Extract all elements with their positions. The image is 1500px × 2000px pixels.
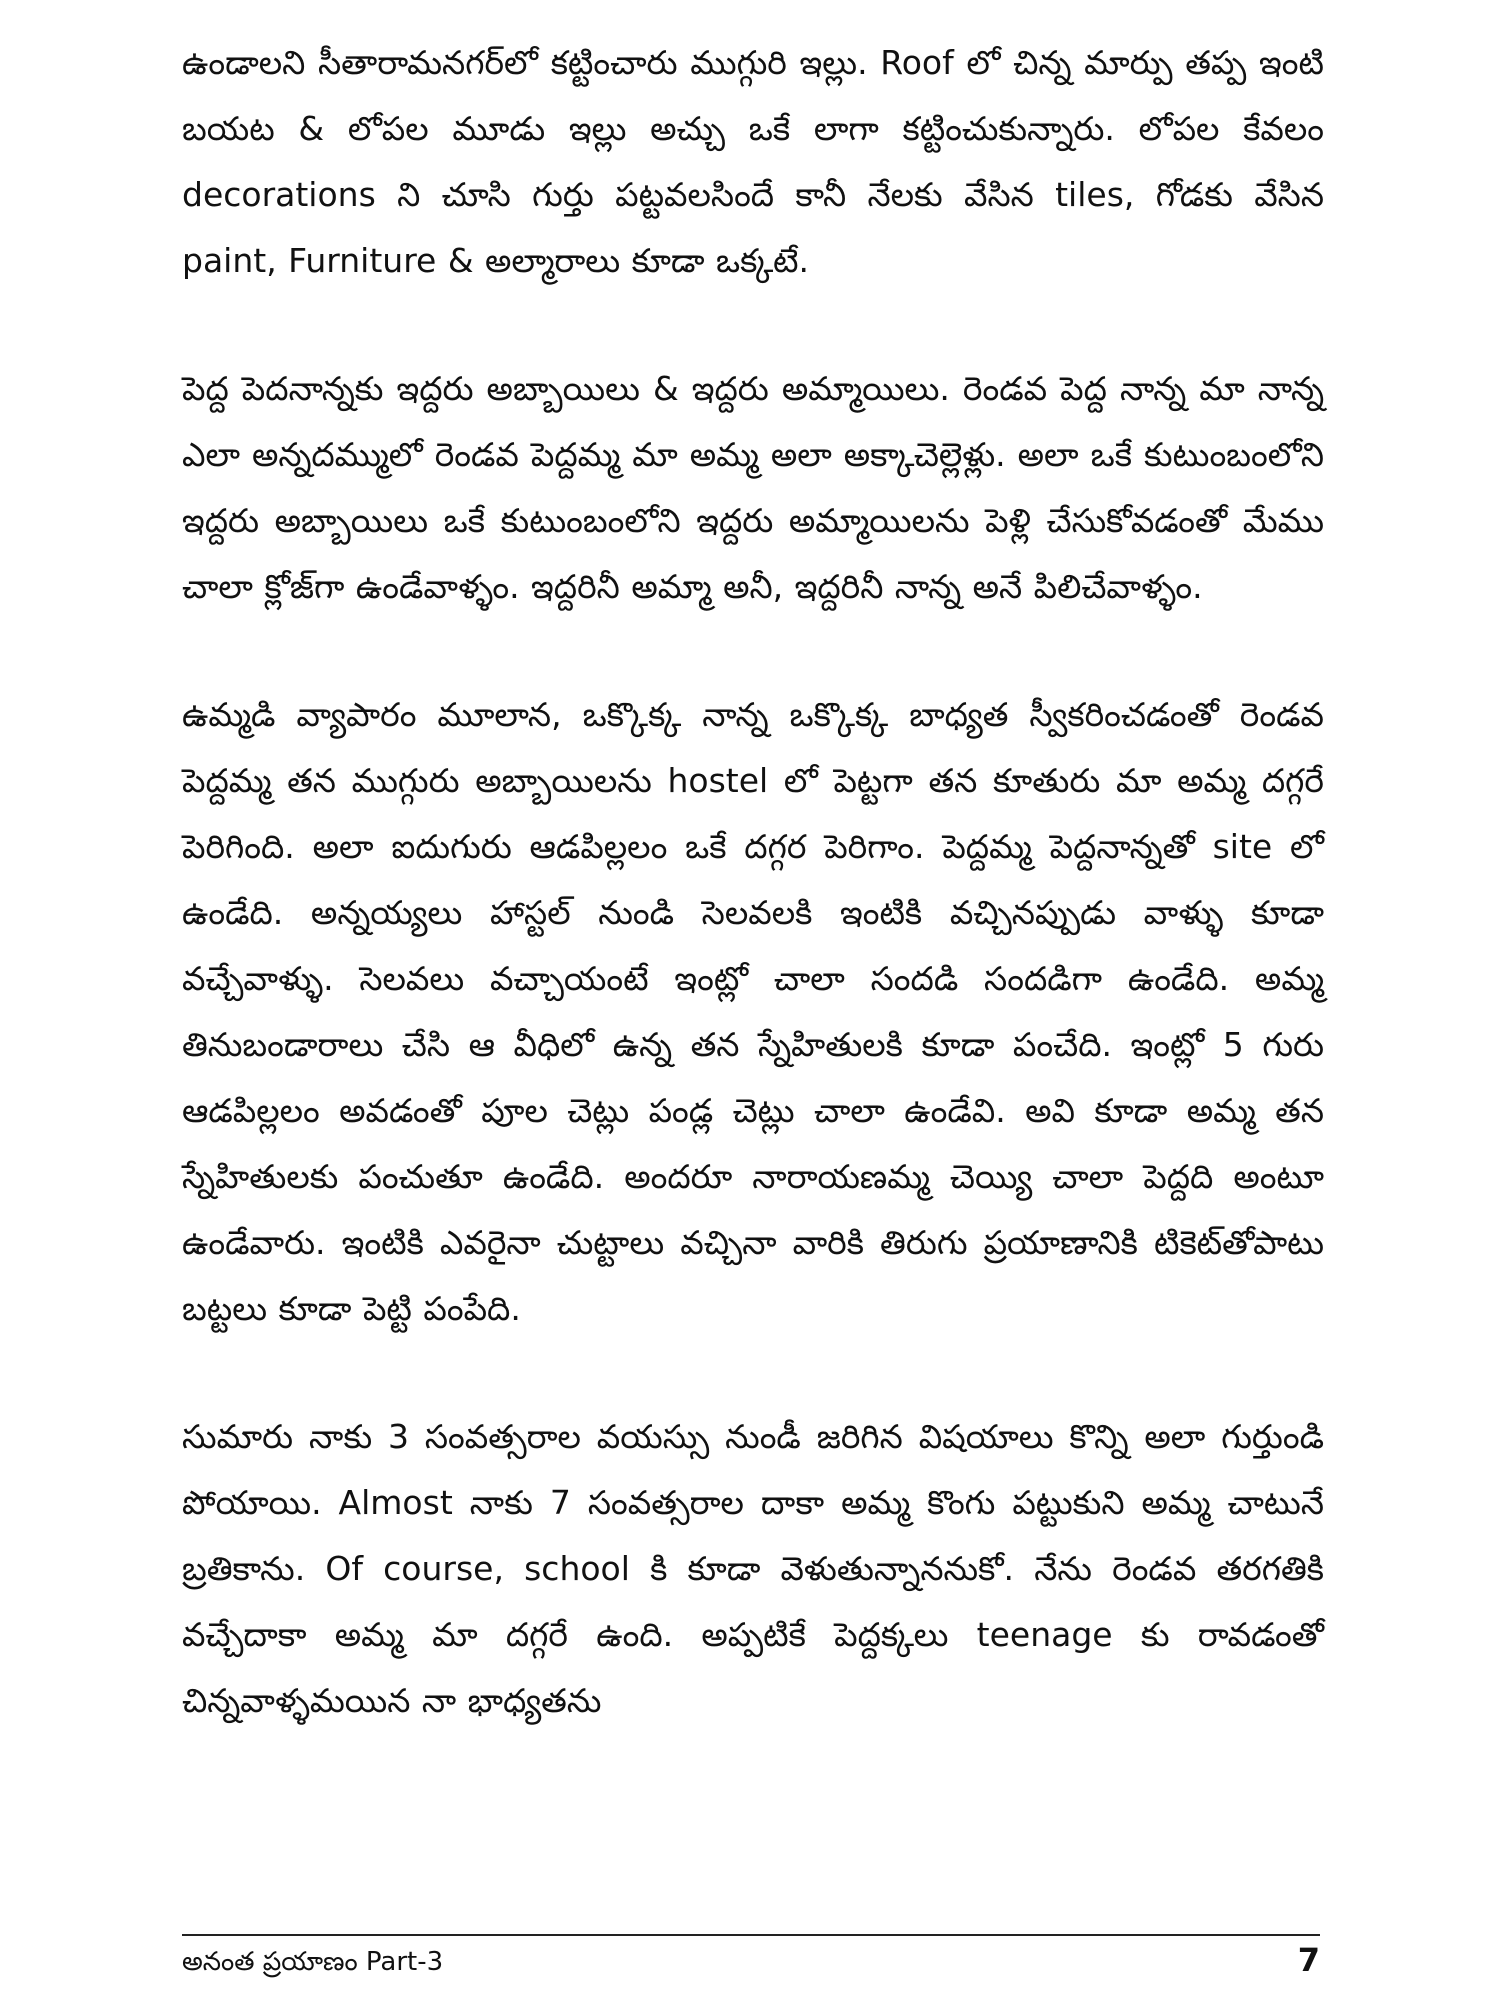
paragraph-3: ఉమ్మడి వ్యాపారం మూలాన, ఒక్కొక్క నాన్న ఒక్కొక్క బాధ్యత స్వీకరించడంతో రెండవ పెద్దమ్మ తన ముగ్గురు అబ్బాయిలను hostel లో పెట్టగా తన కూతురు మా అమ్మ దగ్గరే పెరిగింది. అలా ఐదుగురు ఆడపిల్లలం ఒకే దగ్గర పెరిగాం. పెద్దమ్మ పెద్దనాన్నతో site లో ఉండేది. అన్నయ్యలు హాస్టల్ నుండి సెలవలకి ఇంటికి వచ్చినప్పుడు వాళ్ళు కూడా వచ్చేవాళ్ళు. సెలవలు వచ్చాయంటే ఇంట్లో చాలా సందడి సందడిగా ఉండేది. అమ్మ తినుబండారాలు చేసి ఆ వీధిలో ఉన్న తన స్నేహితులకి కూడా పంచేది. ఇంట్లో 5 గురు ఆడపిల్లలం అవడంతో పూల చెట్లు పండ్ల చెట్లు చాలా ఉండేవి. అవి కూడా అమ్మ తన స్నేహితులకు పంచుతూ ఉండేది. అందరూ నారాయణమ్మ చెయ్యి చాలా పెద్దది అంటూ ఉండేవారు. ఇంటికి ఎవరైనా చుట్టాలు వచ్చినా వారికి తిరుగు ప్రయాణానికి టికెట్‌తోపాటు బట్టలు కూడా పెట్టి పంపేది. <box>182 695 1324 1328</box>
footer-book-title: అనంత ప్రయాణం Part-3 <box>182 1947 444 1977</box>
paragraph-2: పెద్ద పెదనాన్నకు ఇద్దరు అబ్బాయిలు & ఇద్దరు అమ్మాయిలు. రెండవ పెద్ద నాన్న మా నాన్న ఎలా అన్నదమ్ములో రెండవ పెద్దమ్మ మా అమ్మ అలా అక్కాచెల్లెళ్లు. అలా ఒకే కుటుంబంలోని ఇద్దరు అబ్బాయిలు ఒకే కుటుంబంలోని ఇద్దరు అమ్మాయిలను పెళ్లి చేసుకోవడంతో మేము చాలా క్లోజ్‌గా ఉండేవాళ్ళం. ఇద్దరినీ అమ్మా అనీ, ఇద్దరినీ నాన్న అనే పిలిచేవాళ్ళం. <box>182 369 1324 606</box>
page-number: 7 <box>1297 1941 1320 1979</box>
footer-divider <box>182 1934 1320 1936</box>
paragraph-4: సుమారు నాకు 3 సంవత్సరాల వయస్సు నుండీ జరిగిన విషయాలు కొన్ని అలా గుర్తుండి పోయాయి. Almost నాకు 7 సంవత్సరాల దాకా అమ్మ కొంగు పట్టుకుని అమ్మ చాటునే బ్రతికాను. Of course, school కి కూడా వెళుతున్నాననుకో. నేను రెండవ తరగతికి వచ్చేదాకా అమ్మ మా దగ్గరే ఉంది. అప్పటికే పెద్దక్కలు teenage కు రావడంతో చిన్నవాళ్ళమయిన నా భాధ్యతను <box>182 1417 1324 1720</box>
paragraph-1: ఉండాలని సీతారామనగర్‌లో కట్టించారు ముగ్గురి ఇల్లు. Roof లో చిన్న మార్పు తప్ప ఇంటి బయట & లోపల మూడు ఇల్లు అచ్చు ఒకే లాగా కట్టించుకున్నారు. లోపల కేవలం decorations ని చూసి గుర్తు పట్టవలసిందే కానీ నేలకు వేసిన tiles, గోడకు వేసిన paint, Furniture & అల్మారాలు కూడా ఒక్కటే. <box>182 43 1324 280</box>
body-text <box>182 30 1324 1796</box>
